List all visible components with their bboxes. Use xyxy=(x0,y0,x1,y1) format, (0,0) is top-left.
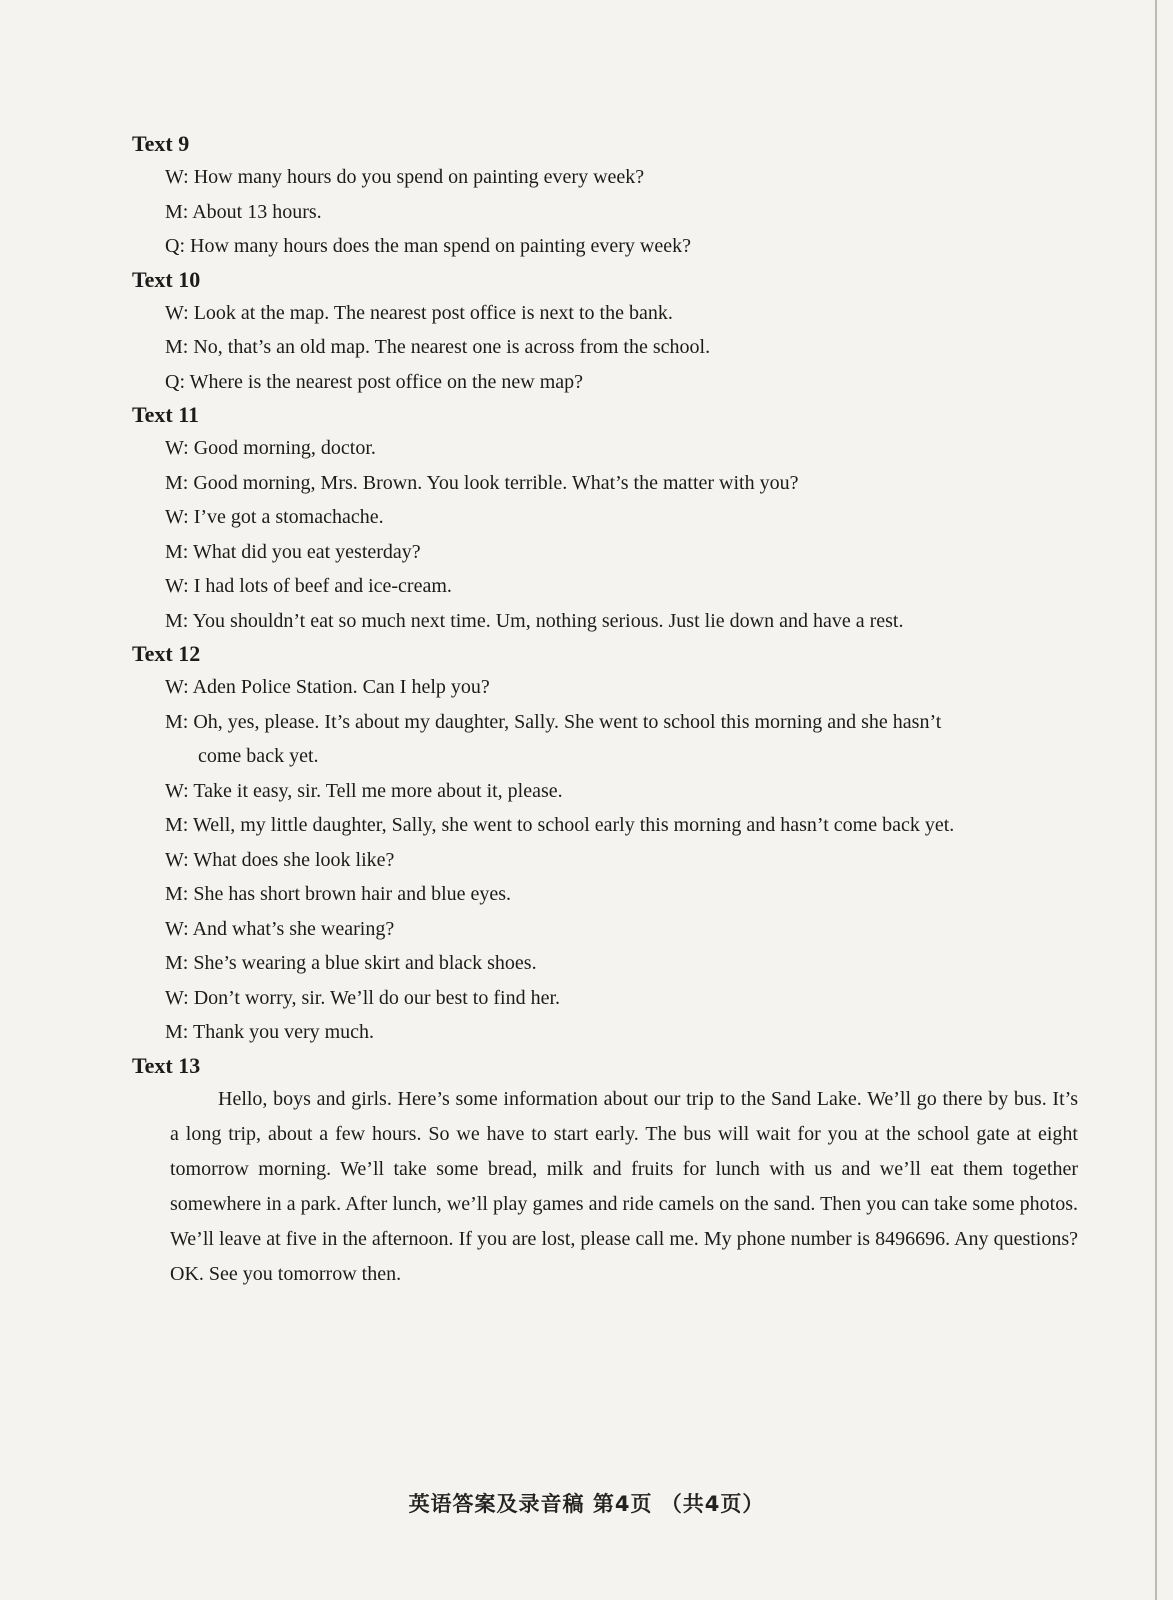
page-edge xyxy=(1155,0,1157,1600)
dialogue-line: W: I’ve got a stomachache. xyxy=(165,506,384,528)
dialogue-line: M: No, that’s an old map. The nearest one is across from the school. xyxy=(165,336,711,358)
transcript-content xyxy=(132,128,1082,1292)
dialogue-line: W: Good morning, doctor. xyxy=(165,437,376,459)
dialogue-line: W: Look at the map. The nearest post office is next to the bank. xyxy=(165,301,673,324)
monologue-passage: Hello, boys and girls. Here’s some information about our trip to the Sand Lake. We’ll go there by bus. It’s a long trip, about a few hours. So we have to start early. The bus will wait for you at the school gate at eight tomorrow morning. We’ll take some bread, milk and fruits for lunch with us and we’ll eat them together somewhere in a park. After lunch, we’ll play games and ride camels on the sand. Then you can take some photos. We’ll leave at five in the afternoon. If you are lost, please call me. My phone number is 8496696. Any questions? OK. See you tomorrow then. xyxy=(170,1087,1078,1285)
dialogue-line: M: About 13 hours. xyxy=(165,200,322,223)
page-footer: 英语答案及录音稿 第4页 （共4页） xyxy=(408,1492,765,1516)
text-13-section xyxy=(132,1050,1082,1292)
section-heading: Text 9 xyxy=(132,131,190,156)
text-10-section xyxy=(132,264,1082,400)
dialogue-line: M: You shouldn’t eat so much next time. Um, nothing serious. Just lie down and have a rest. xyxy=(165,609,904,632)
question-line: Q: How many hours does the man spend on painting every week? xyxy=(165,235,691,257)
section-heading: Text 11 xyxy=(132,402,200,427)
dialogue-line: W: How many hours do you spend on painting every week? xyxy=(165,166,645,188)
dialogue-line: W: Aden Police Station. Can I help you? xyxy=(165,676,490,698)
text-9-section xyxy=(132,128,1082,264)
dialogue-line: W: I had lots of beef and ice-cream. xyxy=(165,575,452,597)
dialogue-line: M: What did you eat yesterday? xyxy=(165,540,421,563)
dialogue-line-continuation: come back yet. xyxy=(198,745,319,767)
dialogue-line: W: What does she look like? xyxy=(165,848,395,871)
section-heading: Text 12 xyxy=(132,641,201,666)
dialogue-line: W: Don’t worry, sir. We’ll do our best to find her. xyxy=(165,986,560,1009)
question-line: Q: Where is the nearest post office on the new map? xyxy=(165,370,584,393)
dialogue-line: W: And what’s she wearing? xyxy=(165,917,395,940)
dialogue-line: M: Good morning, Mrs. Brown. You look terrible. What’s the matter with you? xyxy=(165,471,799,494)
dialogue-line: M: She’s wearing a blue skirt and black shoes. xyxy=(165,952,537,974)
section-heading: Text 13 xyxy=(132,1052,201,1078)
dialogue-line: W: Take it easy, sir. Tell me more about it, please. xyxy=(165,779,563,802)
dialogue-line: M: Oh, yes, please. It’s about my daughter, Sally. She went to school this morning and she hasn’t xyxy=(165,710,942,733)
dialogue-line: M: Thank you very much. xyxy=(165,1021,375,1043)
dialogue-line: M: She has short brown hair and blue eyes. xyxy=(165,883,512,905)
section-heading: Text 10 xyxy=(132,266,201,292)
text-12-section xyxy=(132,638,1082,1050)
dialogue-line: M: Well, my little daughter, Sally, she went to school early this morning and hasn’t come back yet. xyxy=(165,814,955,836)
text-11-section xyxy=(132,399,1082,638)
